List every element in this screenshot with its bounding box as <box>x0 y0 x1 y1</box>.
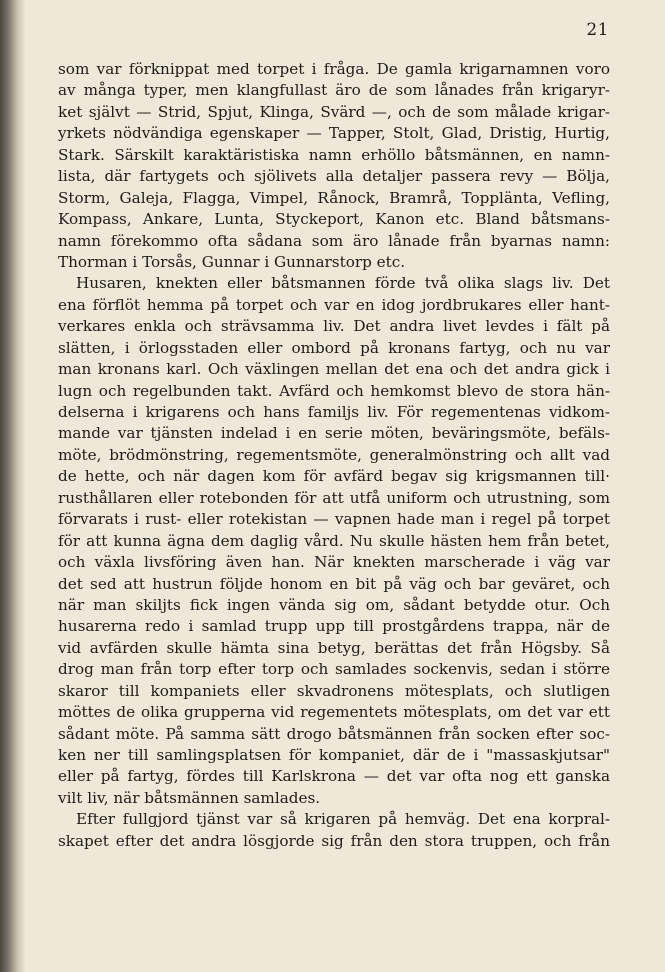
text-line: rusthållaren eller rotebonden för att utfå uniform och utrustning, som <box>58 488 610 507</box>
text-line: namn förekommo ofta sådana som äro lånade från byarnas namn: <box>58 231 610 250</box>
text-line: Efter fullgjord tjänst var så krigaren på hemväg. Det ena korpral- <box>76 810 610 829</box>
text-line: av många typer, men klangfullast äro de som lånades från krigaryr- <box>58 81 610 100</box>
text-line: Stark. Särskilt karaktäristiska namn erhöllo båtsmännen, en namn- <box>58 145 610 164</box>
text-line: vilt liv, när båtsmännen samlades. <box>58 788 321 807</box>
text-line: skapet efter det andra lösgjorde sig från den stora truppen, och från <box>58 831 610 850</box>
text-line: sådant möte. På samma sätt drogo båtsmännen från socken efter soc- <box>58 724 610 743</box>
text-line: möte, brödmönstring, regementsmöte, generalmönstring och allt vad <box>58 445 610 464</box>
text-line: ena förflöt hemma på torpet och var en idog jordbrukares eller hant- <box>58 295 610 314</box>
text-line: vid avfärden skulle hämta sina betyg, berättas det från Högsby. Så <box>58 638 610 657</box>
text-line: lugn och regelbunden takt. Avfärd och hemkomst blevo de stora hän- <box>58 381 610 400</box>
text-line: möttes de olika grupperna vid regementets mötesplats, om det var ett <box>58 703 610 722</box>
text-line: för att kunna ägna dem daglig vård. Nu skulle hästen hem från betet, <box>58 531 610 550</box>
text-line: ket självt — Strid, Spjut, Klinga, Svärd —, och de som målade krigar- <box>58 102 610 121</box>
text-line: verkares enkla och strävsamma liv. Det andra livet levdes i fält på <box>58 317 610 336</box>
binding-gutter <box>0 0 26 972</box>
text-line: delserna i krigarens och hans familjs liv. För regementenas vidkom- <box>58 403 610 421</box>
text-line: förvarats i rust- eller rotekistan — vapnen hade man i regel på torpet <box>58 510 610 529</box>
text-line: slätten, i örlogsstaden eller ombord på kronans fartyg, och nu var <box>58 338 610 357</box>
text-line: ken ner till samlingsplatsen för kompaniet, där de i "massaskjutsar" <box>58 746 610 764</box>
text-line: yrkets nödvändiga egenskaper — Tapper, Stolt, Glad, Dristig, Hurtig, <box>58 124 610 143</box>
text-line: det sed att hustrun följde honom en bit på väg och bar geväret, och <box>58 574 610 593</box>
text-line: mande var tjänsten indelad i en serie möten, beväringsmöte, befäls- <box>58 424 610 443</box>
text-line: husarerna redo i samlad trupp upp till prostgårdens trappa, när de <box>58 617 610 636</box>
text-line: Thorman i Torsås, Gunnar i Gunnarstorp etc. <box>58 252 406 271</box>
text-line: eller på fartyg, fördes till Karlskrona — det var ofta nog ett ganska <box>58 767 610 786</box>
text-line: och växla livsföring även han. När knekten marscherade i väg var <box>58 553 610 572</box>
text-line: Husaren, knekten eller båtsmannen förde två olika slags liv. Det <box>76 274 610 293</box>
page-number: 21 <box>586 20 609 40</box>
text-line: man kronans karl. Och växlingen mellan det ena och det andra gick i <box>58 360 610 379</box>
text-line: lista, där fartygets och sjölivets alla detaljer passera revy — Bölja, <box>58 167 610 186</box>
text-line: som var förknippat med torpet i fråga. De gamla krigarnamnen voro <box>58 60 610 78</box>
text-line: Kompass, Ankare, Lunta, Styckeport, Kanon etc. Bland båtsmans- <box>58 210 610 229</box>
text-line: skaror till kompaniets eller skvadronens mötesplats, och slutligen <box>58 681 610 700</box>
text-line: Storm, Galeja, Flagga, Vimpel, Rånock, Bramrå, Topplänta, Vefling, <box>58 188 610 207</box>
text-line: när man skiljts fick ingen vända sig om, sådant betydde otur. Och <box>58 595 610 614</box>
text-line: drog man från torp efter torp och samlades sockenvis, sedan i större <box>58 660 610 679</box>
body-text <box>58 59 610 852</box>
text-line: de hette, och när dagen kom för avfärd begav sig krigsmannen till· <box>58 467 610 486</box>
